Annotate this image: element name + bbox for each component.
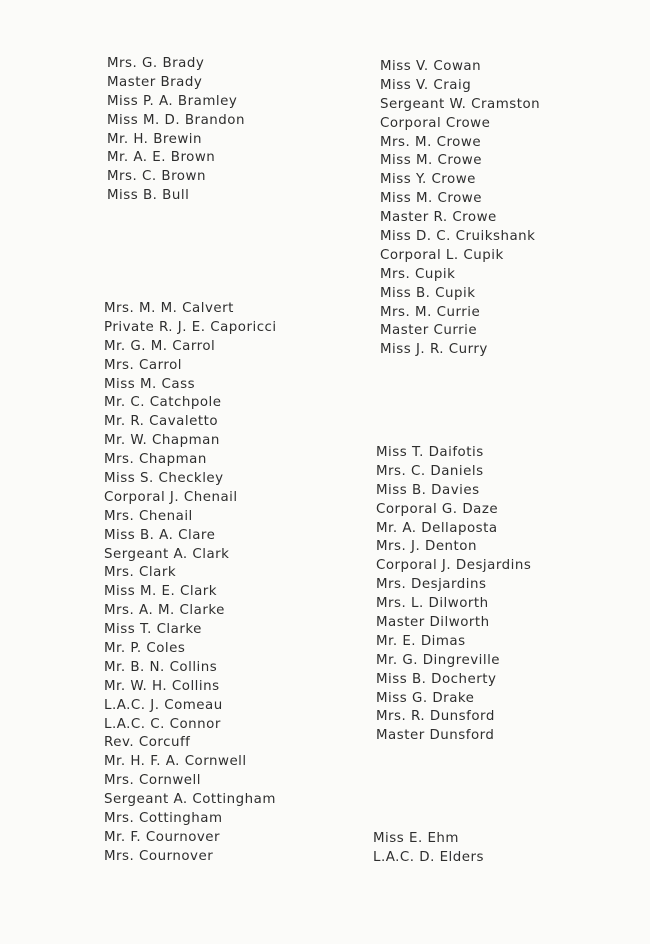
name-entry: Master Dunsford — [376, 728, 495, 744]
name-entry: Miss D. C. Cruikshank — [380, 229, 536, 245]
name-entry: Master R. Crowe — [380, 210, 497, 226]
name-entry: Mrs. G. Brady — [107, 56, 205, 71]
name-entry: Mrs. L. Dilworth — [376, 596, 489, 612]
name-entry: Corporal J. Desjardins — [376, 558, 532, 574]
name-entry: L.A.C. J. Comeau — [104, 697, 223, 713]
name-entry: Mrs. M. Currie — [380, 304, 481, 320]
name-entry: Miss S. Checkley — [104, 471, 224, 487]
name-entry: Sergeant A. Clark — [104, 546, 230, 562]
name-entry: Mrs. Cupik — [380, 266, 456, 282]
name-entry: Mrs. A. M. Clarke — [104, 603, 225, 619]
name-entry: Miss B. A. Clare — [104, 527, 216, 543]
name-entry: Miss M. Cass — [104, 376, 196, 392]
name-entry: Mrs. C. Brown — [107, 169, 206, 185]
name-entry: Miss V. Cowan — [380, 59, 482, 74]
name-entry: L.A.C. D. Elders — [373, 849, 484, 865]
name-entry: Miss B. Docherty — [376, 671, 497, 687]
name-entry: Corporal L. Cupik — [380, 247, 504, 263]
name-entry: Miss E. Ehm — [373, 831, 459, 846]
name-group-d — [376, 444, 531, 746]
name-entry: Mrs. M. M. Calvert — [104, 301, 234, 316]
name-entry: Miss P. A. Bramley — [107, 93, 238, 109]
name-entry: Miss G. Drake — [376, 690, 475, 706]
name-group-e — [373, 830, 484, 868]
name-entry: Corporal G. Daze — [376, 501, 499, 517]
name-entry: Mrs. Chapman — [104, 452, 207, 468]
name-entry: Mr. W. Chapman — [104, 433, 220, 449]
name-entry: Mrs. Desjardins — [376, 577, 487, 593]
name-entry: Sergeant W. Cramston — [380, 96, 541, 112]
name-entry: Private R. J. E. Caporicci — [104, 319, 277, 335]
name-entry: Mrs. R. Dunsford — [376, 709, 495, 725]
name-entry: L.A.C. C. Connor — [104, 716, 221, 732]
name-entry: Mr. E. Dimas — [376, 633, 466, 649]
name-entry: Master Dilworth — [376, 615, 490, 631]
name-entry: Mr. G. M. Carrol — [104, 338, 216, 354]
name-entry: Miss M. Crowe — [380, 153, 482, 169]
name-entry: Miss B. Bull — [107, 188, 190, 204]
name-entry: Mrs. Cornwell — [104, 773, 201, 789]
name-entry: Miss T. Clarke — [104, 622, 202, 638]
name-entry: Miss J. R. Curry — [380, 342, 488, 358]
name-entry: Miss T. Daifotis — [376, 445, 484, 460]
name-entry: Mr. B. N. Collins — [104, 659, 218, 675]
name-entry: Mrs. Carrol — [104, 357, 182, 373]
name-entry: Mr. W. H. Collins — [104, 678, 220, 694]
name-entry: Mr. R. Cavaletto — [104, 414, 219, 430]
name-entry: Mr. G. Dingreville — [376, 652, 501, 668]
name-group-c-continued — [380, 58, 540, 360]
name-entry: Mr. A. E. Brown — [107, 150, 216, 166]
name-entry: Mr. C. Catchpole — [104, 395, 222, 411]
name-entry: Rev. Corcuff — [104, 735, 191, 751]
name-entry: Mrs. Cottingham — [104, 811, 223, 827]
name-entry: Mrs. M. Crowe — [380, 134, 482, 150]
name-entry: Mrs. Clark — [104, 565, 177, 581]
name-entry: Mrs. Chenail — [104, 508, 193, 524]
name-entry: Miss B. Davies — [376, 482, 480, 498]
name-entry: Mrs. Cournover — [104, 848, 214, 864]
name-entry: Miss M. E. Clark — [104, 584, 218, 600]
name-entry: Mr. P. Coles — [104, 641, 186, 657]
name-entry: Corporal Crowe — [380, 115, 491, 131]
name-entry: Miss V. Craig — [380, 77, 472, 93]
name-entry: Mr. A. Dellaposta — [376, 520, 498, 536]
name-entry: Mrs. C. Daniels — [376, 463, 484, 479]
name-entry: Miss M. Crowe — [380, 191, 482, 207]
name-group-b — [107, 55, 245, 206]
name-entry: Mrs. J. Denton — [376, 539, 477, 555]
name-entry: Mr. H. F. A. Cornwell — [104, 754, 247, 770]
name-entry: Master Brady — [107, 74, 203, 90]
name-entry: Master Currie — [380, 323, 478, 339]
name-entry: Miss B. Cupik — [380, 285, 476, 301]
name-entry: Sergeant A. Cottingham — [104, 792, 276, 808]
name-entry: Mr. F. Cournover — [104, 829, 221, 845]
name-group-c — [104, 300, 277, 867]
name-entry: Miss Y. Crowe — [380, 172, 476, 188]
name-entry: Mr. H. Brewin — [107, 131, 202, 147]
name-entry: Miss M. D. Brandon — [107, 112, 245, 128]
name-entry: Corporal J. Chenail — [104, 489, 238, 505]
